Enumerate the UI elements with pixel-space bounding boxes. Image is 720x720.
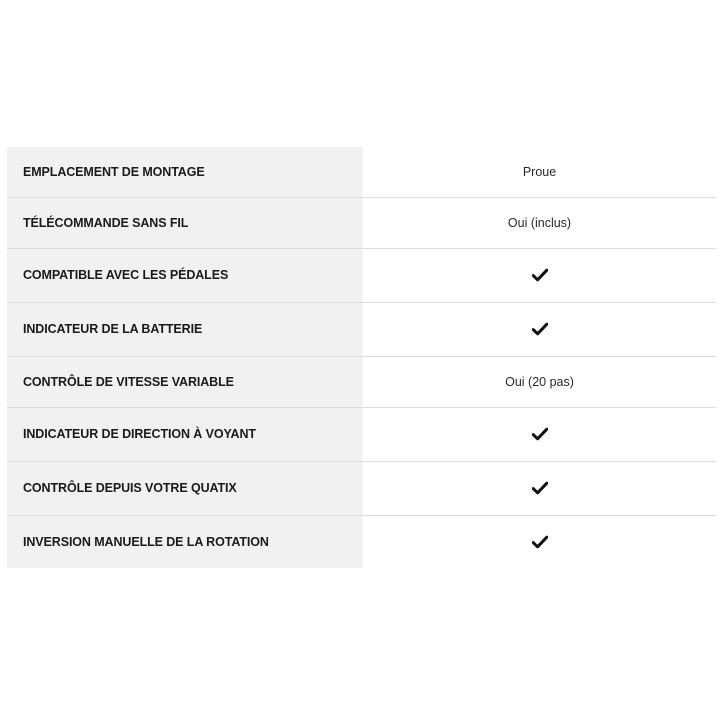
spec-table: [7, 147, 716, 568]
table-row: [7, 197, 716, 248]
spec-label: TÉLÉCOMMANDE SANS FIL: [7, 197, 363, 248]
spec-label: INDICATEUR DE LA BATTERIE: [7, 302, 363, 356]
spec-label: INDICATEUR DE DIRECTION À VOYANT: [7, 407, 363, 461]
table-row: [7, 356, 716, 407]
table-row: [7, 515, 716, 568]
table-row: [7, 461, 716, 515]
spec-value-check: [363, 248, 716, 302]
spec-label: COMPATIBLE AVEC LES PÉDALES: [7, 248, 363, 302]
table-row: [7, 302, 716, 356]
spec-value-check: [363, 407, 716, 461]
spec-label: CONTRÔLE DEPUIS VOTRE QUATIX: [7, 461, 363, 515]
check-icon: [532, 268, 548, 282]
check-icon: [532, 322, 548, 336]
spec-value: Proue: [522, 164, 557, 179]
spec-value-check: [363, 461, 716, 515]
spec-label: INVERSION MANUELLE DE LA ROTATION: [7, 515, 363, 568]
check-icon: [532, 535, 548, 549]
table-row: [7, 147, 716, 197]
spec-label: EMPLACEMENT DE MONTAGE: [7, 147, 363, 197]
check-icon: [532, 481, 548, 495]
spec-label: CONTRÔLE DE VITESSE VARIABLE: [7, 356, 363, 407]
table-row: [7, 248, 716, 302]
spec-value: Oui (20 pas): [505, 374, 574, 389]
table-row: [7, 407, 716, 461]
spec-table-body: [7, 147, 716, 568]
spec-value: Oui (inclus): [507, 215, 572, 230]
spec-value-check: [363, 302, 716, 356]
check-icon: [532, 427, 548, 441]
spec-value-check: [363, 515, 716, 568]
